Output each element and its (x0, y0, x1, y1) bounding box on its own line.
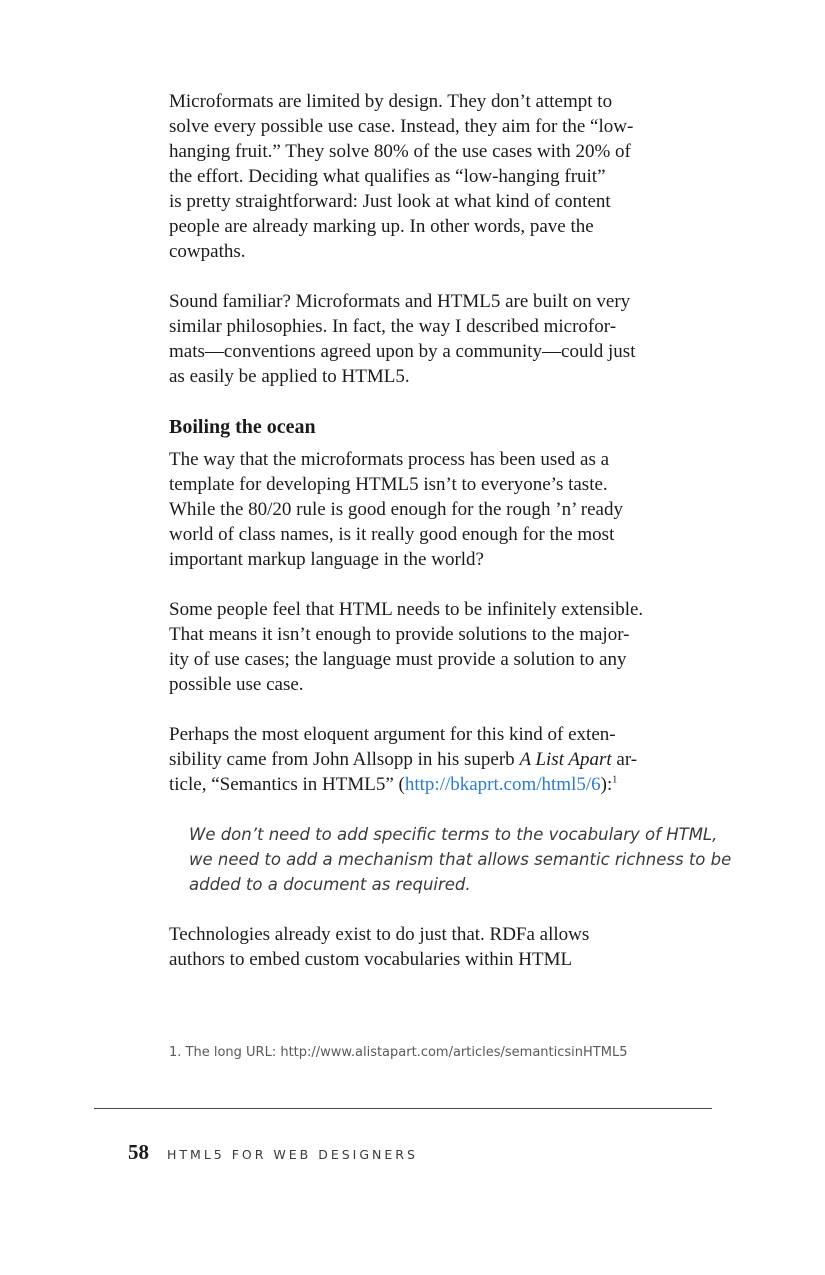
text-line: Some people feel that HTML needs to be infinitely extensible. (169, 599, 644, 620)
page-number: 58 (128, 1140, 149, 1164)
text-line: people are already marking up. In other words, pave the (169, 216, 594, 237)
text-line: hanging fruit.” They solve 80% of the use cases with 20% of (169, 141, 631, 162)
paragraph-eloquent-argument (169, 722, 714, 797)
publication-title: A List Apart (519, 749, 612, 770)
text-segment: ): (600, 774, 613, 795)
quote-line: We don’t need to add specific terms to the vocabulary of HTML, (189, 825, 718, 844)
section-heading: Boiling the ocean (169, 416, 316, 438)
text-line: the effort. Deciding what qualifies as “low-hanging fruit” (169, 166, 606, 187)
block-quote (189, 822, 732, 897)
text-segment: ticle, “Semantics in HTML5” ( (169, 774, 405, 795)
footer-divider (94, 1108, 712, 1109)
text-line: solve every possible use case. Instead, they aim for the “low- (169, 116, 634, 137)
text-line: cowpaths. (169, 241, 246, 262)
text-line: Microformats are limited by design. They don’t attempt to (169, 91, 613, 112)
text-column (169, 89, 732, 997)
text-line: Sound familiar? Microformats and HTML5 are built on very (169, 291, 631, 312)
paragraph-sound-familiar (169, 289, 714, 389)
text-line: ity of use cases; the language must provide a solution to any (169, 649, 627, 670)
text-line: authors to embed custom vocabularies within HTML (169, 949, 573, 970)
page-footer (128, 1140, 418, 1166)
text-line: Technologies already exist to do just that. RDFa allows (169, 924, 590, 945)
text-line (169, 747, 714, 772)
article-link[interactable]: http://bkaprt.com/html5/6 (404, 774, 601, 795)
text-line: template for developing HTML5 isn’t to everyone’s taste. (169, 474, 608, 495)
footnote-reference[interactable]: 1 (612, 774, 618, 786)
text-line: similar philosophies. In fact, the way I described microfor- (169, 316, 617, 337)
text-line: mats—conventions agreed upon by a community—could just (169, 341, 636, 362)
text-line: world of class names, is it really good enough for the most (169, 524, 615, 545)
text-line: possible use case. (169, 674, 304, 695)
text-line: as easily be applied to HTML5. (169, 366, 410, 387)
running-title: HTML5 FOR WEB DESIGNERS (167, 1147, 418, 1162)
text-line: is pretty straightforward: Just look at what kind of content (169, 191, 611, 212)
text-segment: sibility came from John Allsopp in his superb (169, 749, 520, 770)
text-line: important markup language in the world? (169, 549, 484, 570)
footnote: 1. The long URL: http://www.alistapart.com/articles/semanticsinHTML5 (169, 1045, 628, 1060)
paragraph-rdfa (169, 922, 714, 972)
text-line: Perhaps the most eloquent argument for this kind of exten- (169, 724, 616, 745)
text-segment: ar- (611, 749, 638, 770)
quote-line: we need to add a mechanism that allows semantic richness to be (189, 850, 732, 869)
text-line (169, 772, 714, 797)
quote-line: added to a document as required. (189, 875, 471, 894)
paragraph-infinitely-extensible (169, 597, 714, 697)
text-line: That means it isn’t enough to provide solutions to the major- (169, 624, 630, 645)
paragraph-microformats-limited (169, 89, 714, 264)
paragraph-process-taste (169, 447, 714, 572)
text-line: The way that the microformats process has been used as a (169, 449, 610, 470)
text-line: While the 80/20 rule is good enough for the rough ’n’ ready (169, 499, 623, 520)
